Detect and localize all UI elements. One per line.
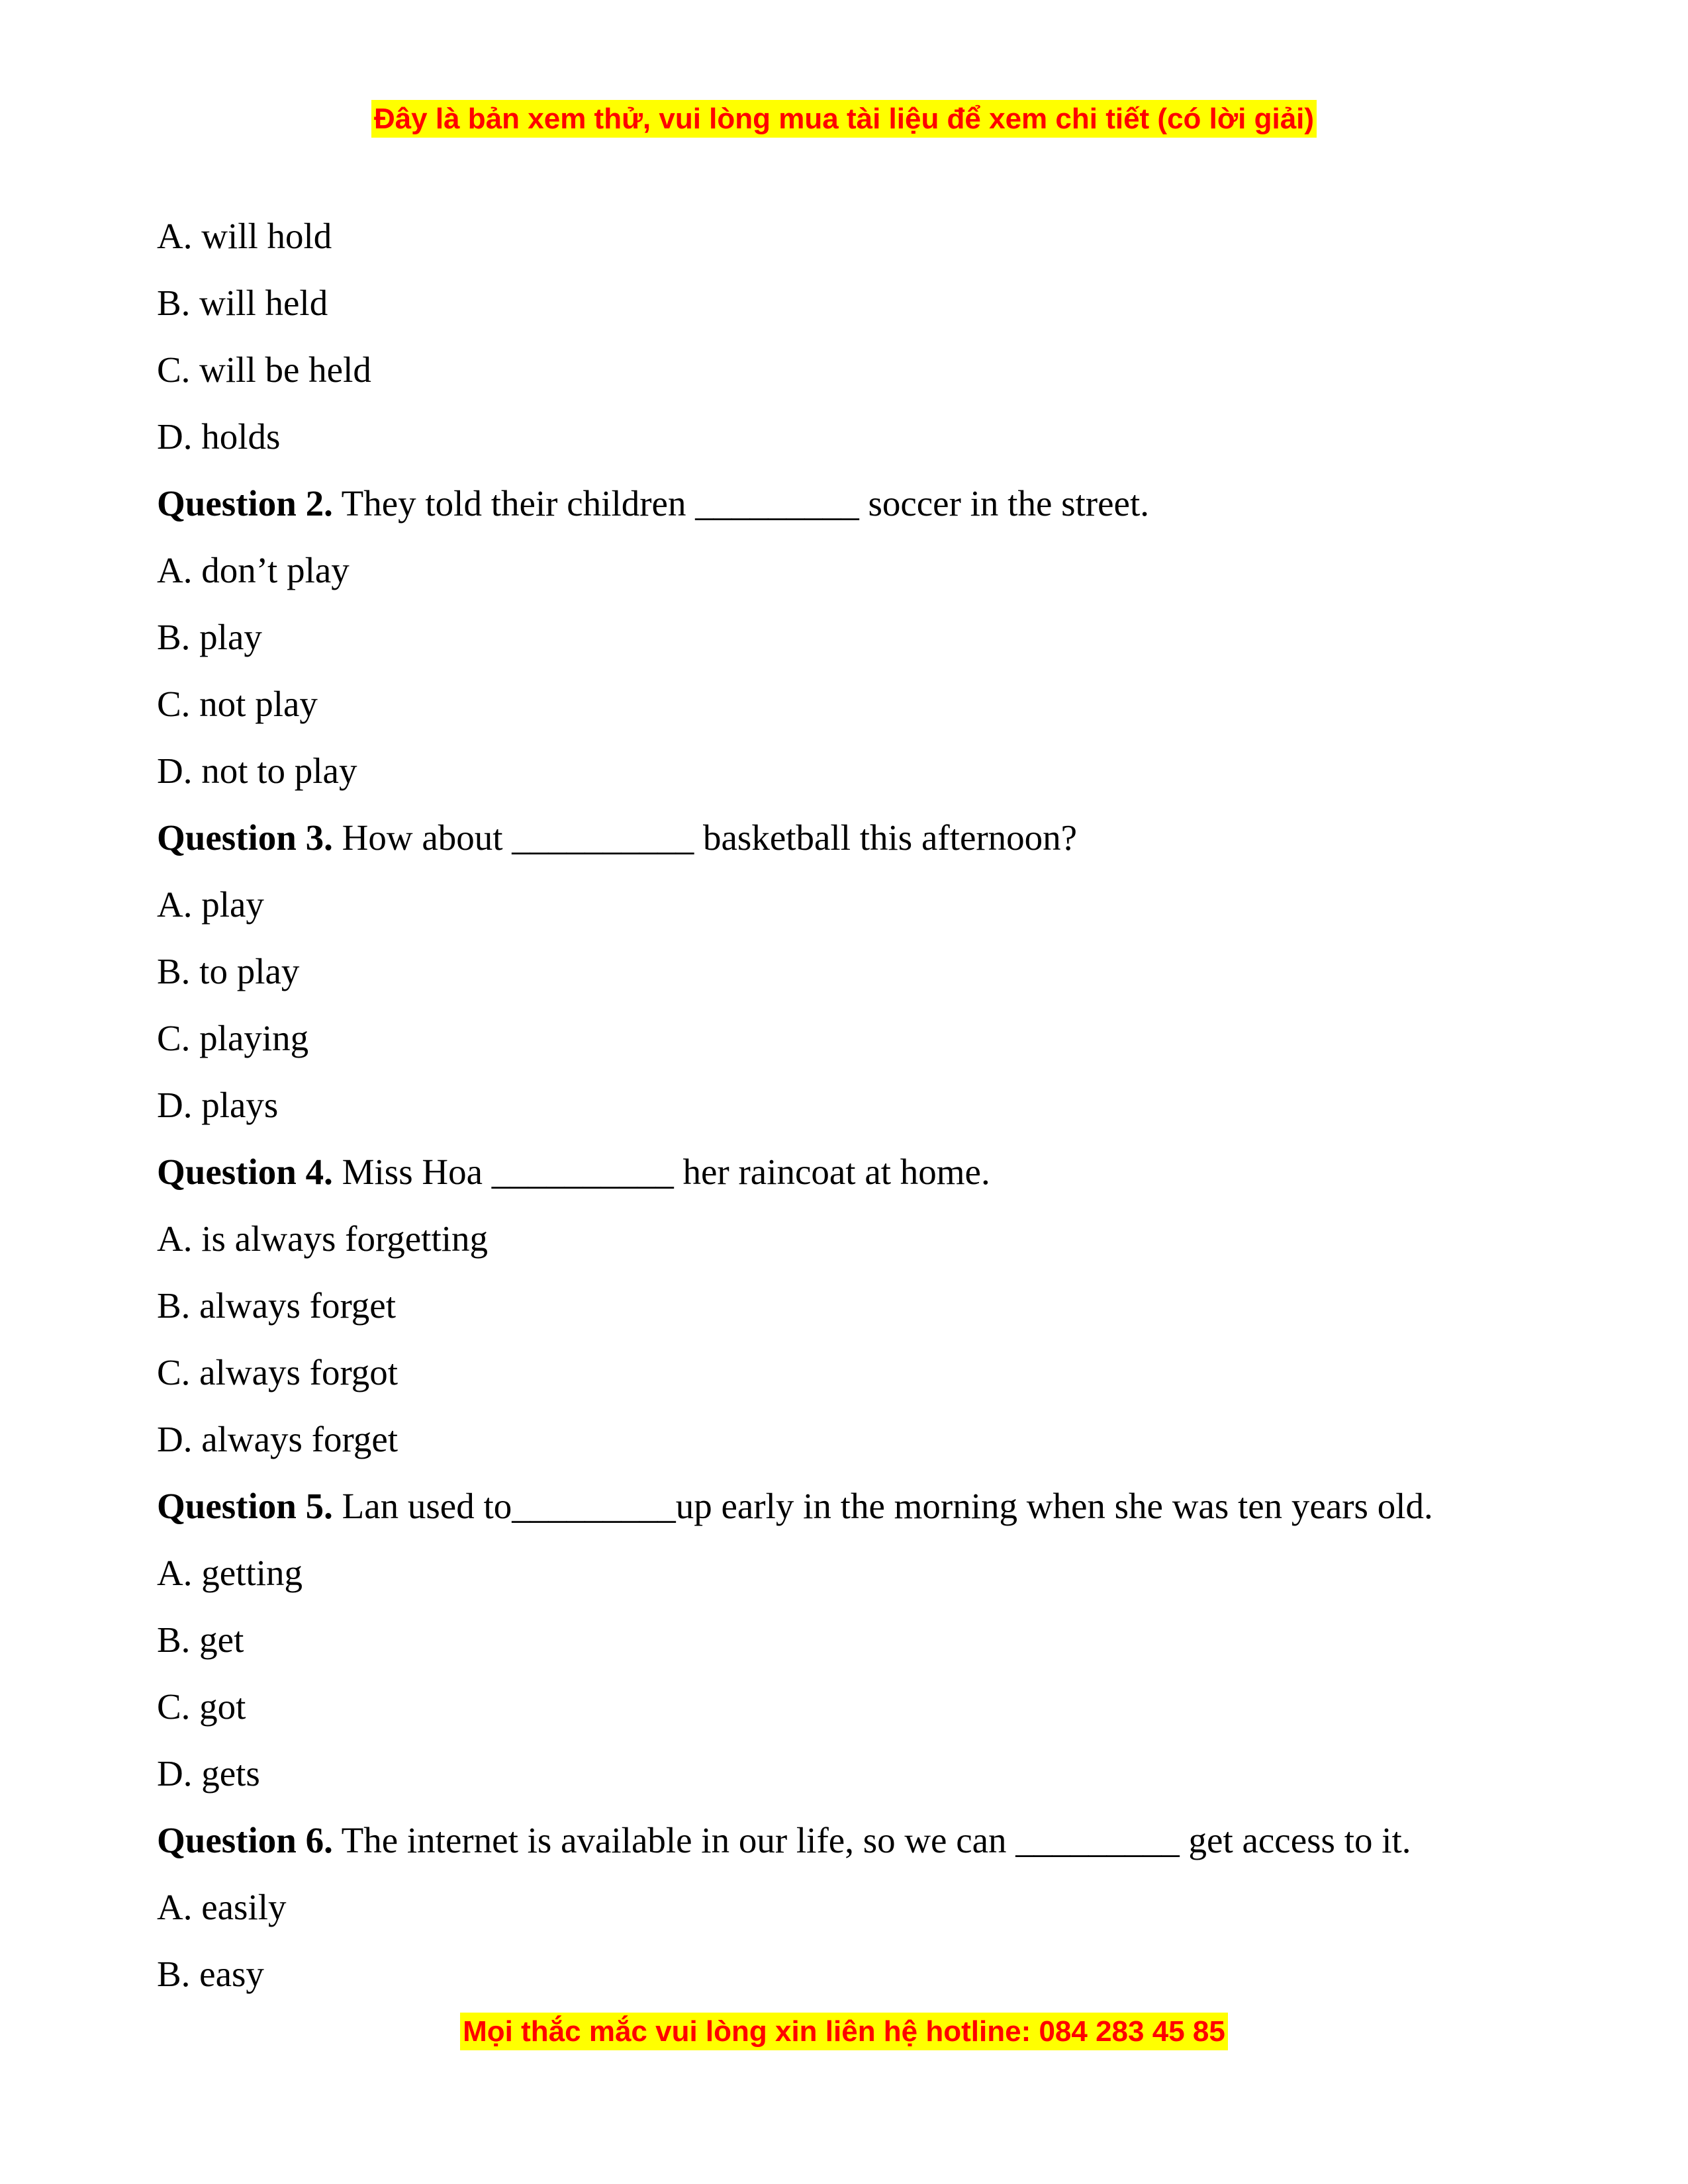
option: D. not to play bbox=[157, 751, 357, 791]
question-3 bbox=[157, 813, 1560, 880]
option: D. gets bbox=[157, 1753, 260, 1794]
option: A. easily bbox=[157, 1887, 287, 1927]
question-text: Miss Hoa __________ her raincoat at home. bbox=[342, 1152, 990, 1192]
option: C. not play bbox=[157, 684, 318, 724]
option: B. to play bbox=[157, 951, 300, 991]
option: C. will be held bbox=[157, 349, 371, 390]
option: B. will held bbox=[157, 283, 328, 323]
question-4 bbox=[157, 1148, 1560, 1214]
option: C. got bbox=[157, 1686, 246, 1727]
option: A. getting bbox=[157, 1553, 303, 1593]
document-body bbox=[157, 212, 1560, 2017]
preview-notice-text: Đây là bản xem thử, vui lòng mua tài liệu để xem chi tiết (có lời giải) bbox=[371, 100, 1317, 138]
question-text: How about __________ basketball this afternoon? bbox=[342, 817, 1078, 858]
question-text: The internet is available in our life, so we can _________ get access to it. bbox=[341, 1820, 1411, 1860]
question-6 bbox=[157, 1816, 1560, 1883]
question-label: Question 6. bbox=[157, 1820, 333, 1860]
option: A. is always forgetting bbox=[157, 1218, 489, 1259]
question-label: Question 2. bbox=[157, 483, 333, 523]
option: A. don’t play bbox=[157, 550, 350, 590]
question-2 bbox=[157, 479, 1560, 546]
hotline-notice-text: Mọi thắc mắc vui lòng xin liên hệ hotline: 084 283 45 85 bbox=[460, 2013, 1228, 2050]
option: D. holds bbox=[157, 416, 281, 457]
option: A. play bbox=[157, 884, 264, 925]
question-text: They told their children _________ soccer in the street. bbox=[341, 483, 1149, 523]
option: B. get bbox=[157, 1619, 244, 1660]
question-label: Question 5. bbox=[157, 1486, 333, 1526]
preview-notice bbox=[0, 99, 1688, 139]
option: C. always forgot bbox=[157, 1352, 399, 1392]
option: B. play bbox=[157, 617, 262, 657]
option: B. easy bbox=[157, 1954, 264, 1994]
question-5 bbox=[157, 1482, 1560, 1549]
question-text: Lan used to_________up early in the morning when she was ten years old. bbox=[342, 1486, 1433, 1526]
question-label: Question 3. bbox=[157, 817, 333, 858]
option: D. always forget bbox=[157, 1419, 399, 1459]
option: C. playing bbox=[157, 1018, 309, 1058]
question-label: Question 4. bbox=[157, 1152, 333, 1192]
option: D. plays bbox=[157, 1085, 279, 1125]
option: B. always forget bbox=[157, 1285, 396, 1326]
hotline-notice bbox=[0, 2012, 1688, 2052]
option: A. will hold bbox=[157, 216, 332, 256]
